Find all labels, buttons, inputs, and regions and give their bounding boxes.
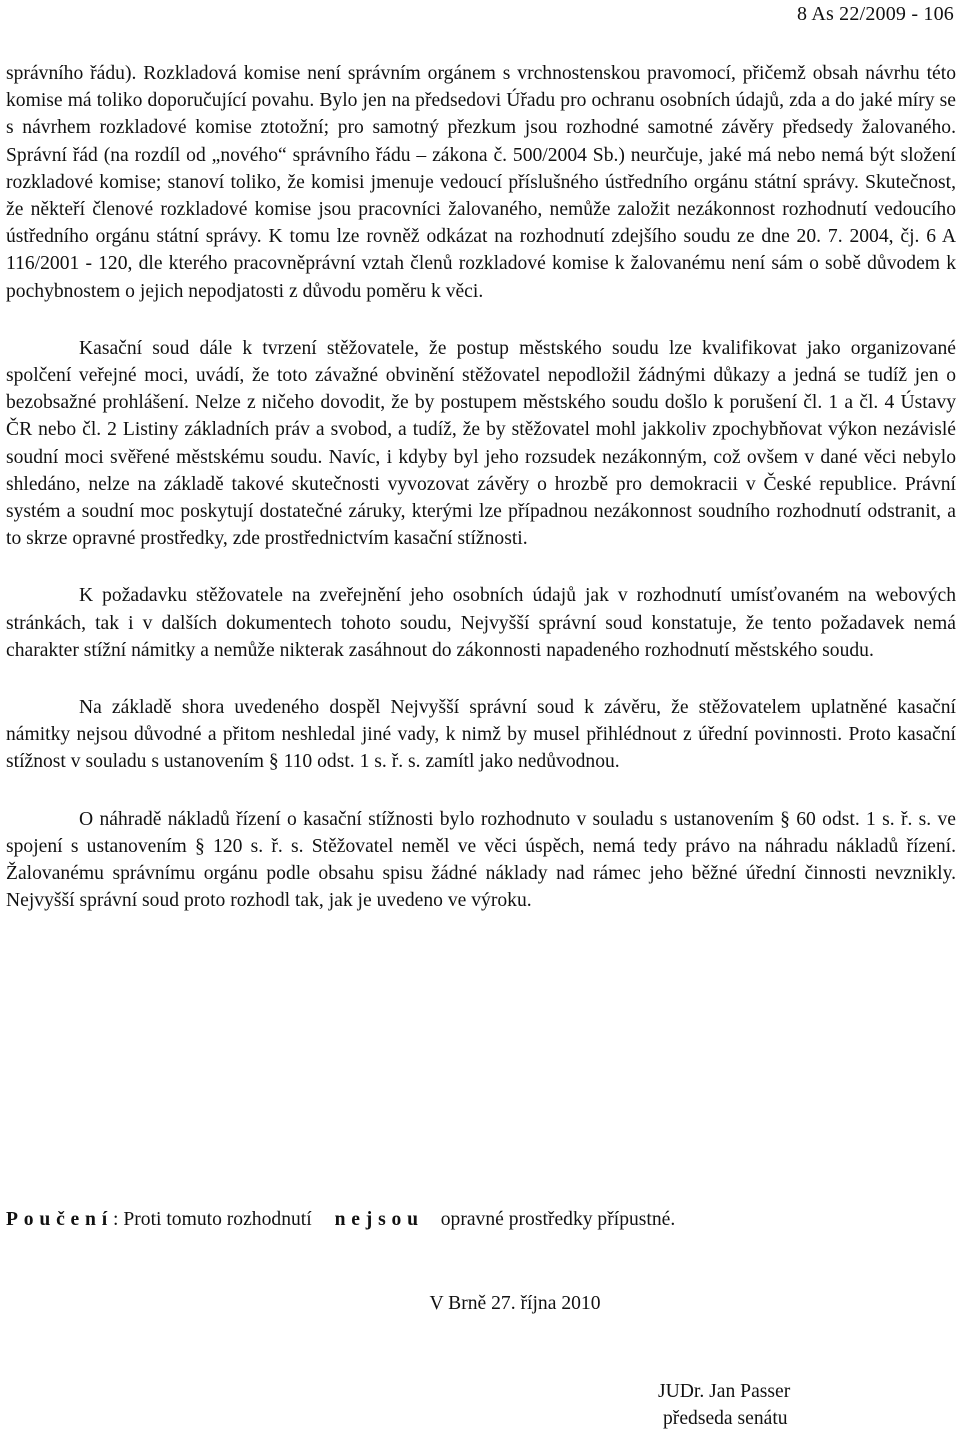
paragraph-cassation-court: Kasační soud dále k tvrzení stěžovatele, že postup městského soudu lze kvalifikovat jako organizované spolčení veřejné moci, uvádí, že toto závažné obvinění stěžovatel nepodložil žádnými důkazy a jedná se tudíž jen o bezobsažné prohlášení. Nelze z ničeho dovodit, že by postupem městského soudu došlo k porušení čl. 1 a čl. 4 Ústavy ČR nebo čl. 2 Listiny základních práv a svobod, a tudíž, že by stěžovatel mohl jakkoliv zpochybňovat výkon nezávislé soudní moci svěřené městskému soudu. Navíc, i kdyby byl jeho rozsudek nezákonným, což ovšem v dané věci nebylo shledáno, nelze na základě takové skutečnosti vyvozovat závěry o hrozbě pro demokracii v České republice. Právní systém a soudní moc poskytují dostatečné záruky, kterými lze případnou nezákonnost soudního rozhodnutí odstranit, a to skrze opravné prostředky, zde prostřednictvím kasační stížnosti. [6,337,956,550]
signatory-title: předseda senátu [663,1408,788,1429]
signature-block [658,1378,790,1432]
instruction-emphasis: nejsou [334,1209,424,1230]
place-and-date: V Brně 27. října 2010 [429,1293,601,1314]
case-number: 8 As 22/2009 - 106 [797,3,954,25]
paragraph-personal-data: K požadavku stěžovatele na zveřejnění jeho osobních údajů jak v rozhodnutí umísťovaném na webových stránkách, tak i v dalších dokumentech tohoto soudu, Nejvyšší správní soud konstatuje, že tento požadavek nemá charakter stížní námitky a nemůže nikterak zasáhnout do zákonnosti napadeného rozhodnutí městského soudu. [6,585,956,661]
document-body [6,60,956,914]
legal-instruction [6,1206,956,1234]
instruction-text-before: Proti tomuto rozhodnutí [123,1209,312,1230]
paragraph-continuation: správního řádu). Rozkladová komise není správním orgánem s vrchnostenskou pravomocí, přičemž obsah návrhu této komise má toliko doporučující povahu. Bylo jen na předsedovi Úřadu pro ochranu osobních údajů, zda a do jaké míry se s návrhem rozkladové komise ztotožní; pro samotný přezkum jsou rozhodné samotné závěry předsedy žalovaného. Správní řád (na rozdíl od „nového“ správního řádu – zákona č. 500/2004 Sb.) neurčuje, jaké má nebo nemá být složení rozkladové komise; stanoví toliko, že komisi jmenuje vedoucí příslušného ústředního orgánu státní správy. Skutečnost, že někteří členové rozkladové komise jsou pracovníci žalovaného, nemůže založit nezákonnost rozhodnutí vedoucího ústředního orgánu státní správy. K tomu lze rovněž odkázat na rozhodnutí zdejšího soudu ze dne 20. 7. 2004, čj. 6 A 116/2001 - 120, dle kterého pracovněprávní vztah členů rozkladové komise k žalovanému není sám o sobě důvodem k pochybnostem o jejich nepodjatosti z důvodu poměru k věci. [6,63,956,302]
paragraph-costs: O náhradě nákladů řízení o kasační stížnosti bylo rozhodnuto v souladu s ustanovením § 60 odst. 1 s. ř. s. ve spojení s ustanovením § 120 s. ř. s. Stěžovatel neměl ve věci úspěch, nemá tedy právo na náhradu nákladů řízení. Žalovanému správnímu orgánu podle obsahu spisu žádné náklady nad rámec jeho běžné úřední činnosti nevznikly. Nejvyšší správní soud proto rozhodl tak, jak je uvedeno ve výroku. [6,808,956,912]
paragraph-conclusion: Na základě shora uvedeného dospěl Nejvyšší správní soud k závěru, že stěžovatelem uplatněné kasační námitky nejsou důvodné a přitom neshledal jiné vady, k nimž by musel přihlédnout z úřední povinnosti. Proto kasační stížnost v souladu s ustanovením § 110 odst. 1 s. ř. s. zamítl jako nedůvodnou. [6,697,956,773]
instruction-label: Poučení [6,1209,113,1230]
instruction-colon: : [113,1209,119,1230]
instruction-text-after: opravné prostředky přípustné. [440,1209,676,1230]
signatory-name: JUDr. Jan Passer [658,1381,791,1402]
